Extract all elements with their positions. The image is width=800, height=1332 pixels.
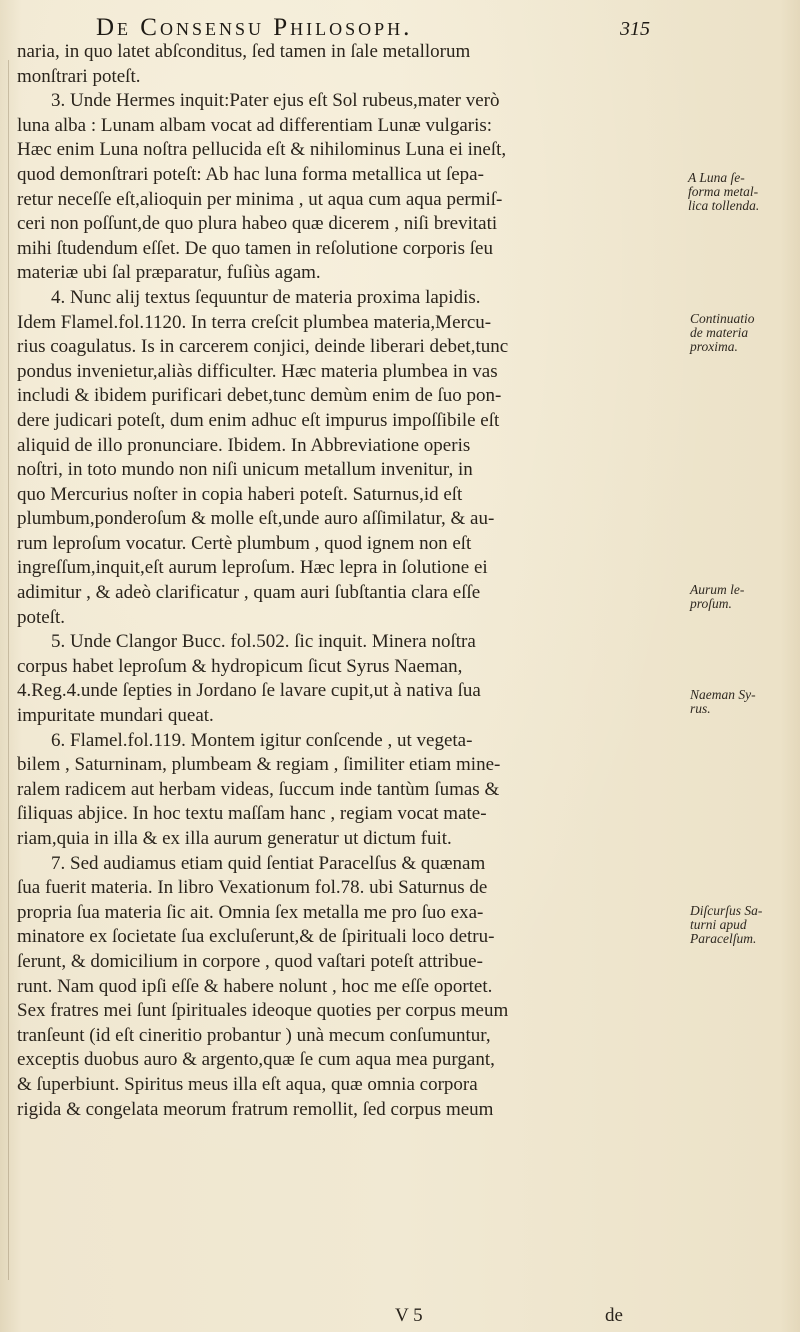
margin-note-line: Aurum le- (690, 582, 745, 597)
text-line: minatore ex ſocietate ſua excluſerunt,& de ſpirituali loco detru- (17, 926, 495, 948)
text-line: rius coagulatus. Is in carcerem conjici, deinde liberari debet,tunc (17, 336, 509, 358)
text-line: Hæc enim Luna noſtra pellucida eſt & nihilominus Luna ei ineſt, (17, 139, 507, 161)
text-line: impuritate mundari queat. (17, 705, 214, 727)
text-line: 4.Reg.4.unde ſepties in Jordano ſe lavare cupit,ut à nativa ſua (17, 680, 481, 702)
text-line: monſtrari poteſt. (17, 65, 141, 87)
text-line: adimitur , & adeò clarificatur , quam auri ſubſtantia clara eſſe (17, 582, 481, 604)
text-line: quo Mercurius noſter in copia haberi poteſt. Saturnus,id eſt (17, 483, 463, 505)
text-line: dere judicari poteſt, dum enim adhuc eſt impurus impoſſibile eſt (17, 409, 500, 431)
text-line: ingreſſum,inquit,eſt aurum leproſum. Hæc lepra in ſolutione ei (17, 557, 488, 579)
text-line: pondus invenietur,aliàs difficulter. Hæc materia plumbea in vas (17, 360, 498, 382)
margin-note-aurum-leprosum (690, 583, 800, 611)
text-line: riam,quia in illa & ex illa aurum generatur ut dictum fuit. (17, 828, 452, 849)
text-line: aliquid de illo pronunciare. Ibidem. In Abbreviatione operis (17, 434, 471, 456)
text-line: tranſeunt (id eſt cineritio probantur ) unà mecum conſumuntur, (17, 1024, 491, 1046)
margin-note-line: turni apud (690, 917, 747, 932)
margin-note-line: Paracelſum. (690, 931, 757, 946)
text-line: corpus habet leproſum & hydropicum ſicut Syrus Naeman, (17, 655, 463, 677)
running-title: De Consensu Philosoph. (96, 14, 413, 41)
text-line: ceri non poſſunt,de quo plura habeo quæ dicerem , niſi brevitati (17, 213, 498, 235)
margin-note-line: Continuatio (690, 311, 755, 326)
margin-note-line: Naeman Sy- (690, 687, 756, 702)
text-line: ralem radicem aut herbam videas, ſuccum inde tantùm ſumas & (17, 778, 500, 800)
text-line: exceptis duobus auro & argento,quæ ſe cum aqua mea purgant, (17, 1049, 495, 1071)
text-line: materiæ ubi ſal præparatur, fuſiùs agam. (17, 262, 321, 284)
text-line: poteſt. (17, 606, 66, 628)
page-number: 315 (620, 18, 650, 40)
text-line: rigida & congelata meorum fratrum remollit, ſed corpus meum (17, 1098, 494, 1120)
margin-note-line: Diſcurſus Sa- (690, 903, 763, 918)
text-line: ſua fuerit materia. In libro Vexationum fol.78. ubi Saturnus de (17, 877, 488, 899)
margin-note-line: forma metal- (688, 184, 759, 199)
margin-note-line: proxima. (690, 339, 738, 354)
margin-note-continuatio (690, 312, 800, 354)
text-line: 6. Flamel.fol.119. Montem igitur conſcende , ut vegeta- (51, 729, 473, 751)
text-line: bilem , Saturninam, plumbeam & regiam , ſimiliter etiam mine- (17, 754, 501, 776)
text-line: naria, in quo latet abſconditus, ſed tamen in ſale metallorum (17, 41, 471, 62)
margin-note-line: proſum. (690, 596, 732, 611)
text-line: 7. Sed audiamus etiam quid ſentiat Paracelſus & quænam (51, 852, 486, 874)
gutter-edge (8, 60, 9, 1280)
text-line: runt. Nam quod ipſi eſſe & habere nolunt , hoc me eſſe oportet. (17, 975, 493, 997)
text-line: ſerunt, & domicilium in corpore , quod vaſtari poteſt attribue- (17, 950, 483, 972)
signature-line (395, 1304, 675, 1328)
margin-note-line: lica tollenda. (688, 198, 760, 213)
text-line: noſtri, in toto mundo non niſi unicum metallum invenitur, in (17, 459, 473, 481)
margin-note-line: A Luna ſe- (688, 170, 745, 185)
body-text (17, 40, 685, 1122)
text-line: quod demonſtrari poteſt: Ab hac luna forma metallica ut ſepa- (17, 163, 484, 185)
text-line: Idem Flamel.fol.1120. In terra creſcit plumbea materia,Mercu- (17, 311, 492, 333)
margin-note-discursus (690, 904, 800, 946)
text-line: 3. Unde Hermes inquit:Pater ejus eſt Sol rubeus,mater verò (51, 90, 500, 112)
catchword: de (605, 1305, 623, 1326)
text-line: ſiliquas abjice. In hoc textu maſſam hanc , regiam vocat mate- (17, 803, 487, 825)
margin-note-line: de materia (690, 325, 749, 340)
margin-note-luna (688, 171, 800, 213)
text-line: luna alba : Lunam albam vocat ad differentiam Lunæ vulgaris: (17, 114, 493, 136)
text-line: 4. Nunc alij textus ſequuntur de materia proxima lapidis. (51, 286, 481, 308)
text-line: Sex fratres mei ſunt ſpirituales ideoque quoties per corpus meum (17, 1000, 509, 1022)
text-line: mihi ſtudendum eſſet. De quo tamen in reſolutione corporis ſeu (17, 237, 493, 259)
margin-note-line: rus. (690, 701, 711, 716)
text-line: 5. Unde Clangor Bucc. fol.502. ſic inquit. Minera noſtra (51, 631, 476, 653)
text-line: includi & ibidem purificari debet,tunc demùm enim de ſuo pon- (17, 385, 502, 407)
text-line: plumbum,ponderoſum & molle eſt,unde auro aſſimilatur, & au- (17, 508, 495, 530)
text-line: propria ſua materia ſic ait. Omnia ſex metalla me pro ſuo exa- (17, 901, 484, 923)
text-line: retur neceſſe eſt,alioquin per minima , ut aqua cum aqua permiſ- (17, 188, 503, 210)
signature-mark: V 5 (395, 1305, 423, 1326)
text-line: & ſuperbiunt. Spiritus meus illa eſt aqua, quæ omnia corpora (17, 1073, 478, 1095)
text-line: rum leproſum vocatur. Certè plumbum , quod ignem non eſt (17, 532, 472, 554)
margin-note-naeman (690, 688, 800, 716)
